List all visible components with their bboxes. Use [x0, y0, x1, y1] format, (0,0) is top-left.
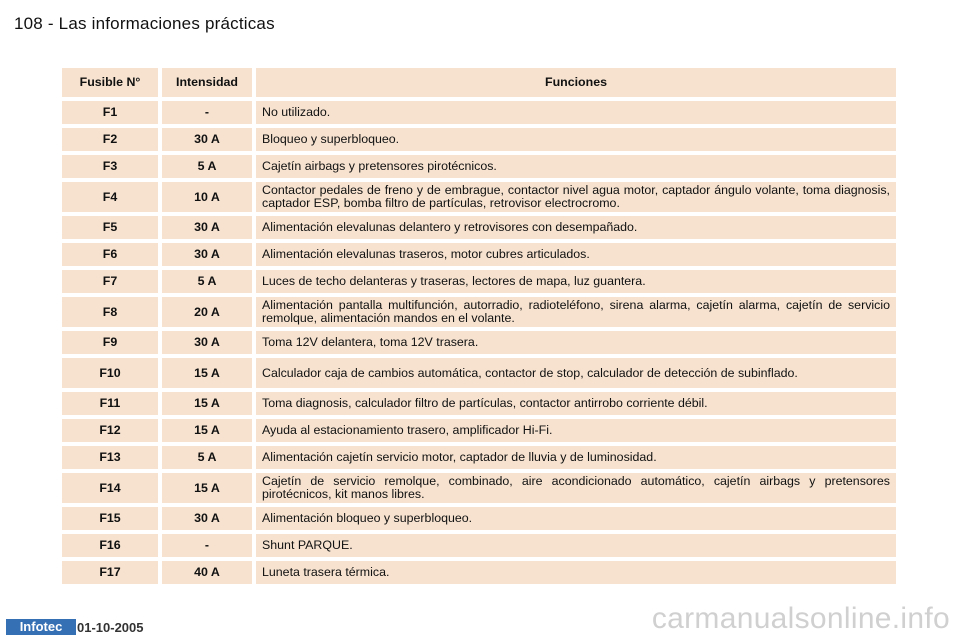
- table-row: [62, 473, 896, 503]
- fuse-function: Cajetín de servicio remolque, combinado, aire acondicionado automático, cajetín airbags y pretensores pirotécnicos, kit manos libres.: [256, 473, 896, 503]
- table-row: [62, 243, 896, 266]
- fuse-intensity: 5 A: [162, 446, 252, 469]
- table-row: [62, 155, 896, 178]
- fuse-number: F5: [62, 216, 158, 239]
- fuse-function: Contactor pedales de freno y de embrague, contactor nivel agua motor, captador ángulo volante, toma diagnosis, captador ESP, bomba filtro de partículas, retrovisor electrocromo.: [256, 182, 896, 212]
- fuse-number: F3: [62, 155, 158, 178]
- fuse-number: F15: [62, 507, 158, 530]
- column-header-fuse: Fusible N°: [62, 68, 158, 97]
- fuse-function: Cajetín airbags y pretensores pirotécnicos.: [256, 155, 896, 178]
- fuse-function: Alimentación elevalunas delantero y retrovisores con desempañado.: [256, 216, 896, 239]
- fuse-function: Toma diagnosis, calculador filtro de partículas, contactor antirrobo corriente débil.: [256, 392, 896, 415]
- fuse-intensity: 15 A: [162, 473, 252, 503]
- table-row: [62, 101, 896, 124]
- fuse-function: Ayuda al estacionamiento trasero, amplificador Hi-Fi.: [256, 419, 896, 442]
- fuse-number: F6: [62, 243, 158, 266]
- fuse-intensity: 15 A: [162, 358, 252, 388]
- table-row: [62, 446, 896, 469]
- fuse-intensity: 40 A: [162, 561, 252, 584]
- table-row: [62, 419, 896, 442]
- fuse-function: Luneta trasera térmica.: [256, 561, 896, 584]
- fuse-intensity: 15 A: [162, 392, 252, 415]
- table-row: [62, 216, 896, 239]
- infotec-logo: Infotec: [6, 619, 76, 635]
- fuse-intensity: 30 A: [162, 331, 252, 354]
- table-header-row: [62, 68, 896, 97]
- table-row: [62, 182, 896, 212]
- site-watermark: carmanualsonline.info: [651, 602, 950, 635]
- fuse-number: F7: [62, 270, 158, 293]
- fuse-function: Calculador caja de cambios automática, contactor de stop, calculador de detección de subinflado.: [256, 358, 896, 388]
- fuse-number: F17: [62, 561, 158, 584]
- footer-date: 01-10-2005: [77, 620, 144, 635]
- fuse-function: Alimentación bloqueo y superbloqueo.: [256, 507, 896, 530]
- fuse-number: F12: [62, 419, 158, 442]
- table-row: [62, 270, 896, 293]
- fuse-function: Bloqueo y superbloqueo.: [256, 128, 896, 151]
- fuse-intensity: -: [162, 534, 252, 557]
- fuse-function: Alimentación elevalunas traseros, motor cubres articulados.: [256, 243, 896, 266]
- table-row: [62, 392, 896, 415]
- fuse-number: F13: [62, 446, 158, 469]
- table-row: [62, 534, 896, 557]
- fuse-function: Alimentación cajetín servicio motor, captador de lluvia y de luminosidad.: [256, 446, 896, 469]
- table-row: [62, 331, 896, 354]
- table-row: [62, 297, 896, 327]
- page-title: 108 - Las informaciones prácticas: [14, 14, 275, 33]
- fuse-number: F14: [62, 473, 158, 503]
- fuse-number: F4: [62, 182, 158, 212]
- fuse-function: No utilizado.: [256, 101, 896, 124]
- fuse-number: F16: [62, 534, 158, 557]
- fuse-function: Toma 12V delantera, toma 12V trasera.: [256, 331, 896, 354]
- fuse-number: F9: [62, 331, 158, 354]
- table-row: [62, 507, 896, 530]
- fuse-function: Luces de techo delanteras y traseras, lectores de mapa, luz guantera.: [256, 270, 896, 293]
- fuse-intensity: 5 A: [162, 155, 252, 178]
- fuse-number: F8: [62, 297, 158, 327]
- fuse-intensity: 10 A: [162, 182, 252, 212]
- fuse-number: F10: [62, 358, 158, 388]
- fuse-intensity: -: [162, 101, 252, 124]
- fuse-intensity: 20 A: [162, 297, 252, 327]
- fuse-function: Shunt PARQUE.: [256, 534, 896, 557]
- column-header-functions: Funciones: [256, 68, 896, 97]
- fuse-number: F2: [62, 128, 158, 151]
- fuse-table: [58, 64, 900, 588]
- fuse-function: Alimentación pantalla multifunción, autorradio, radioteléfono, sirena alarma, cajetín alarma, cajetín de servicio remolque, alimentación mandos en el volante.: [256, 297, 896, 327]
- fuse-intensity: 30 A: [162, 507, 252, 530]
- fuse-intensity: 30 A: [162, 243, 252, 266]
- fuse-intensity: 30 A: [162, 216, 252, 239]
- table-row: [62, 128, 896, 151]
- fuse-intensity: 5 A: [162, 270, 252, 293]
- fuse-number: F11: [62, 392, 158, 415]
- table-row: [62, 561, 896, 584]
- fuse-intensity: 15 A: [162, 419, 252, 442]
- fuse-intensity: 30 A: [162, 128, 252, 151]
- fuse-number: F1: [62, 101, 158, 124]
- column-header-intensity: Intensidad: [162, 68, 252, 97]
- table-row: [62, 358, 896, 388]
